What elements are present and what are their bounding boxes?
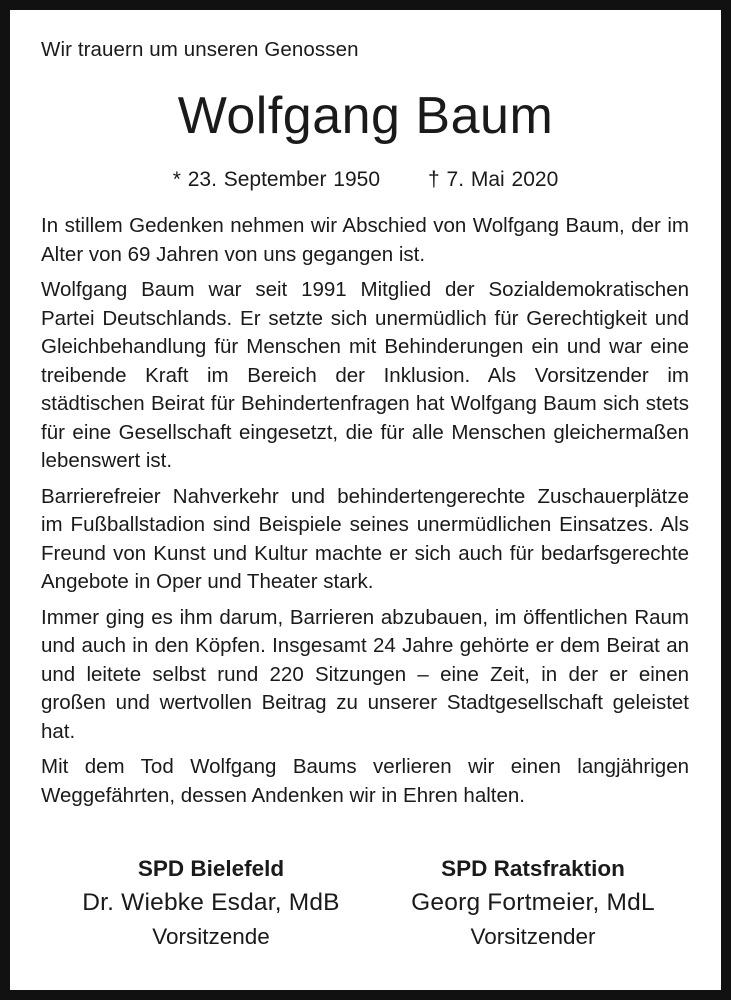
obituary-text [41,212,689,817]
paragraph: Barrierefreier Nahverkehr und behindertengerechte Zuschauerplätze im Fußballstadion sind Beispiele seines unermüdlichen Einsatzes. Als Freund von Kunst und Kultur machte er sich auch für bedarfsgerechte Angebote in Oper und Theater stark. [41,484,689,593]
life-dates [0,168,731,192]
birth-date: * 23. September 1950 [172,168,381,191]
signature-person: Georg Fortmeier, MdL [411,889,655,916]
signature-organization: SPD Ratsfraktion [441,856,625,881]
intro-line: Wir trauern um unseren Genossen [41,38,359,61]
paragraph: Wolfgang Baum war seit 1991 Mitglied der Sozialdemokratischen Partei Deutschlands. Er setzte sich unermüdlich für Gerechtigkeit und Gleichbehandlung für Menschen mit Behinderungen ein und war eine treibende Kraft im Bereich der Inklusion. Als Vorsitzender im städtischen Beirat für Behindertenfragen hat Wolfgang Baum sich stets für eine Gesellschaft eingesetzt, die für alle Menschen gleichermaßen lebenswert ist. [41,278,689,472]
deceased-name: Wolfgang Baum [177,87,554,145]
signature-spd-bielefeld [46,852,376,954]
paragraph: Immer ging es ihm darum, Barrieren abzubauen, im öffentlichen Raum und auch in den Köpfen. Insgesamt 24 Jahre gehörte er dem Beirat an und leitete selbst rund 220 Sitzungen – eine Zeit, in der er einen großen und wertvollen Beitrag zu unserer Stadtgesellschaft geleistet hat. [41,605,689,743]
signature-spd-ratsfraktion [368,852,698,954]
paragraph: Mit dem Tod Wolfgang Baums verlieren wir einen langjährigen Weggefährten, dessen Andenken wir in Ehren halten. [41,755,689,807]
signature-role: Vorsitzende [152,924,270,949]
signature-organization: SPD Bielefeld [137,856,285,881]
death-date: † 7. Mai 2020 [428,168,559,191]
signature-person: Dr. Wiebke Esdar, MdB [82,889,340,916]
signature-role: Vorsitzender [470,924,596,949]
paragraph: In stillem Gedenken nehmen wir Abschied von Wolfgang Baum, der im Alter von 69 Jahren von uns gegangen ist. [41,214,689,266]
